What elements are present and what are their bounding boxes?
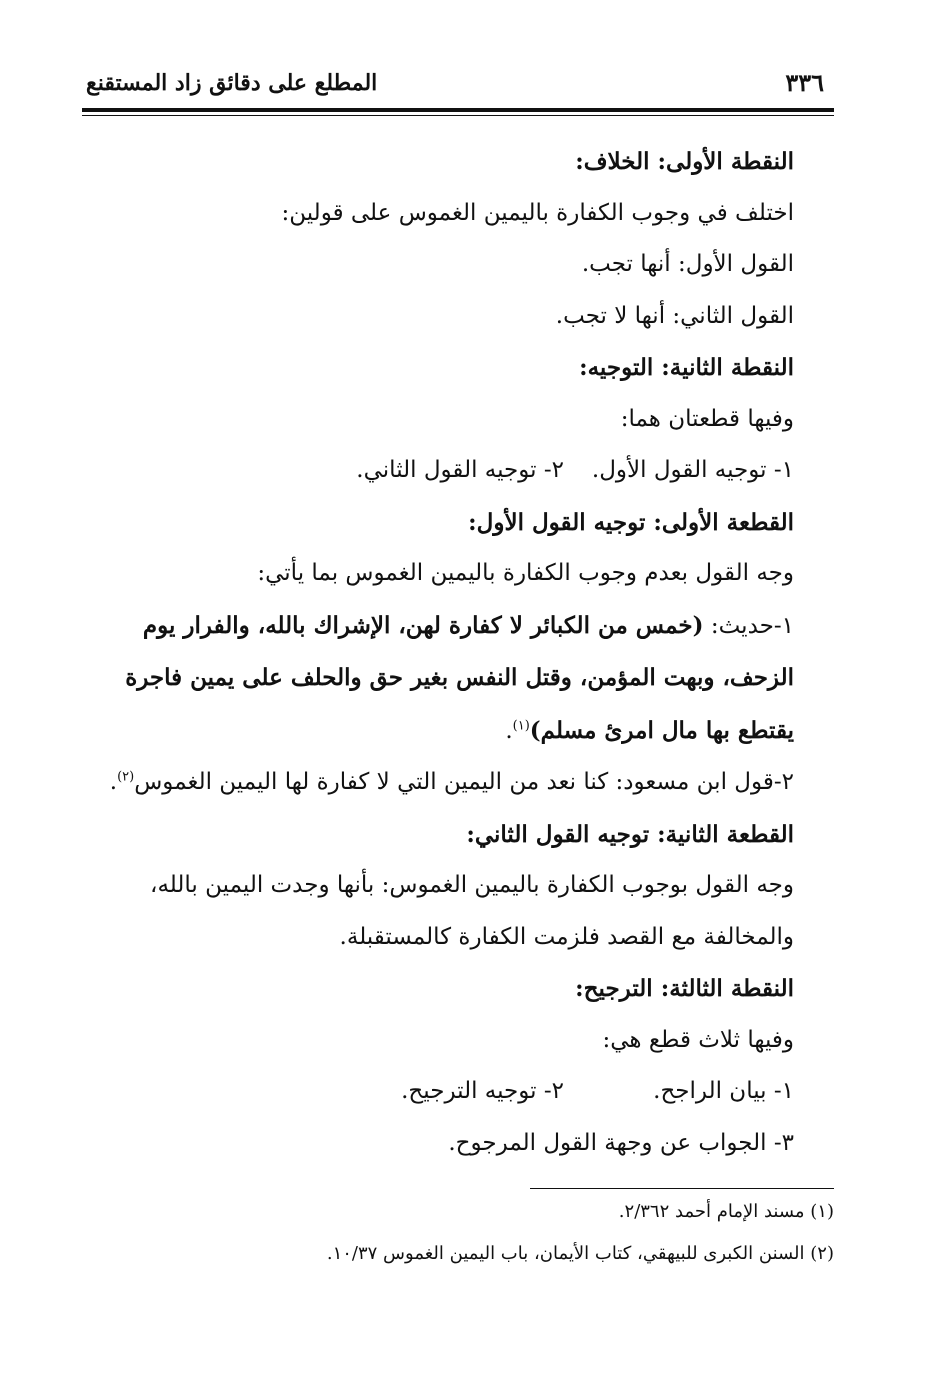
paragraph: وجه القول بوجوب الكفارة باليمين الغموس: بأنها وجدت اليمين بالله، والمخالفة مع القصد فلزمت الكفارة كالمستقبلة. bbox=[150, 872, 794, 950]
list-item: ٣- الجواب عن وجهة القول المرجوح. bbox=[448, 1129, 794, 1156]
hadith-end: . bbox=[505, 717, 513, 744]
paragraph: وفيها قطعتان هما: bbox=[620, 405, 794, 432]
hadith-text: (خمس من الكبائر لا كفارة لهن، الإشراك بالله، والفرار يوم الزحف، وبهت المؤمن، وقتل النفس بغير حق والحلف على يمين فاجرة يقتطع بها مال امرئ مسلم) bbox=[125, 611, 794, 744]
paragraph: وفيها ثلاث قطع هي: bbox=[602, 1026, 794, 1053]
page-body bbox=[82, 136, 834, 1169]
footnotes bbox=[82, 1200, 834, 1284]
heading-second-point: النقطة الثانية: التوجيه: bbox=[579, 354, 794, 381]
heading-first-point: النقطة الأولى: الخلاف: bbox=[575, 148, 794, 175]
list-row bbox=[82, 445, 834, 497]
header-rule-thick bbox=[82, 108, 834, 112]
footnote-2: (٢) السنن الكبرى للبيهقي، كتاب الأيمان، باب اليمين الغموس ١٠/٣٧. bbox=[326, 1243, 834, 1264]
heading-second-section: القطعة الثانية: توجيه القول الثاني: bbox=[466, 820, 794, 848]
paragraph: القول الأول: أنها تجب. bbox=[581, 251, 794, 277]
running-title: المطلع على دقائق زاد المستقنع bbox=[86, 70, 378, 96]
footnote-marker[interactable]: (١) bbox=[512, 717, 530, 733]
list-item: ١- توجيه القول الأول. bbox=[591, 457, 794, 483]
list-item: ٢- توجيه الترجيح. bbox=[401, 1078, 564, 1104]
paragraph bbox=[82, 757, 834, 809]
list-item: ٢- توجيه القول الثاني. bbox=[356, 457, 564, 483]
hadith-paragraph bbox=[82, 600, 834, 758]
list-item: ١- بيان الراجح. bbox=[653, 1078, 794, 1104]
paragraph: اختلف في وجوب الكفارة باليمين الغموس على قولين: bbox=[281, 199, 794, 226]
page-number: ٣٣٦ bbox=[785, 68, 824, 97]
heading-third-point: النقطة الثالثة: الترجيح: bbox=[575, 975, 794, 1002]
paragraph: وجه القول بعدم وجوب الكفارة باليمين الغموس بما يأتي: bbox=[257, 560, 794, 586]
page-header bbox=[82, 64, 834, 104]
ibn-masud-text: ٢-قول ابن مسعود: كنا نعد من اليمين التي لا كفارة لها اليمين الغموس bbox=[134, 769, 794, 795]
footnote-separator bbox=[530, 1188, 834, 1189]
footnote-marker[interactable]: (٢) bbox=[117, 769, 135, 785]
hadith-lead: ١-حديث: bbox=[703, 612, 794, 639]
paragraph: القول الثاني: أنها لا تجب. bbox=[555, 302, 794, 329]
list-row bbox=[82, 1066, 834, 1118]
ibn-masud-end: . bbox=[109, 769, 118, 795]
heading-first-section: القطعة الأولى: توجيه القول الأول: bbox=[468, 508, 794, 536]
header-rule-thin bbox=[82, 115, 834, 116]
footnote-1: (١) مسند الإمام أحمد ٢/٣٦٢. bbox=[618, 1201, 834, 1222]
